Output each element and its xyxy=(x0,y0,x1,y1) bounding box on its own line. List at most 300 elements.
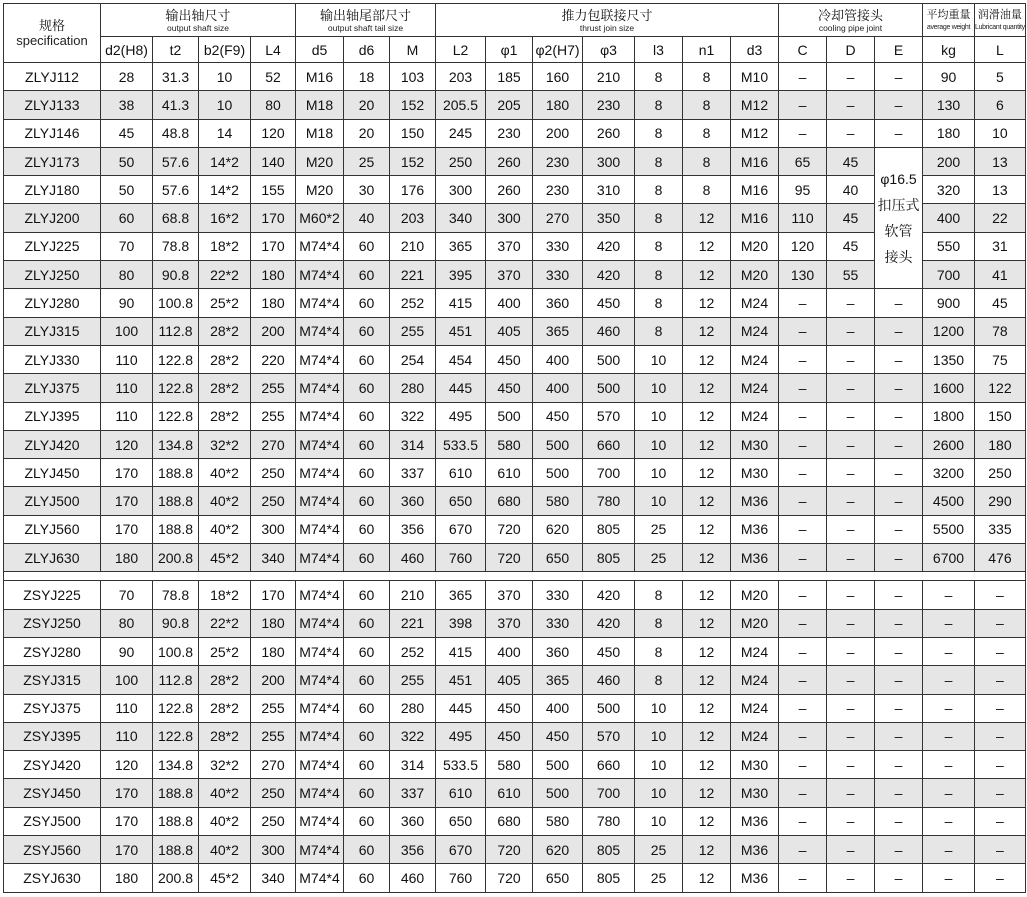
table-cell: 60 xyxy=(344,666,390,694)
table-cell: 203 xyxy=(390,204,436,232)
table-cell: 140 xyxy=(251,147,296,175)
table-cell: 12 xyxy=(683,666,731,694)
table-cell: 10 xyxy=(635,345,683,373)
column-header: d6 xyxy=(344,37,390,63)
table-cell: 180 xyxy=(251,637,296,665)
table-cell: M74*4 xyxy=(296,779,344,807)
table-cell: 6 xyxy=(975,91,1026,119)
table-cell: M74*4 xyxy=(296,807,344,835)
table-cell: 70 xyxy=(101,581,153,609)
table-cell: M20 xyxy=(731,232,779,260)
table-row xyxy=(4,459,1026,487)
table-cell: 300 xyxy=(486,204,533,232)
table-cell: M74*4 xyxy=(296,637,344,665)
table-cell: 130 xyxy=(923,91,975,119)
table-cell: 205.5 xyxy=(436,91,486,119)
spec-header-cell xyxy=(4,4,101,63)
table-cell: – xyxy=(975,637,1026,665)
table-cell: 95 xyxy=(779,176,827,204)
table-cell: M36 xyxy=(731,836,779,864)
table-cell: M30 xyxy=(731,459,779,487)
table-cell: 314 xyxy=(390,430,436,458)
table-cell: 100 xyxy=(101,666,153,694)
table-cell: – xyxy=(779,374,827,402)
table-cell: 650 xyxy=(436,807,486,835)
table-cell: – xyxy=(975,807,1026,835)
table-cell: 60 xyxy=(344,609,390,637)
table-cell: – xyxy=(779,317,827,345)
table-cell: – xyxy=(975,751,1026,779)
table-cell: 533.5 xyxy=(436,430,486,458)
table-cell: M24 xyxy=(731,289,779,317)
table-cell: 450 xyxy=(486,374,533,402)
table-cell: – xyxy=(779,63,827,91)
table-cell: 350 xyxy=(583,204,635,232)
table-cell: 50 xyxy=(101,147,153,175)
table-cell: 188.8 xyxy=(153,459,199,487)
table-row xyxy=(4,544,1026,572)
table-cell: 500 xyxy=(533,430,583,458)
table-row xyxy=(4,147,1026,175)
table-cell: 22 xyxy=(975,204,1026,232)
table-cell: 12 xyxy=(683,317,731,345)
table-cell: 255 xyxy=(390,317,436,345)
table-cell: – xyxy=(827,402,875,430)
table-row xyxy=(4,91,1026,119)
table-cell: 70 xyxy=(101,232,153,260)
table-cell: 170 xyxy=(101,779,153,807)
table-cell: 500 xyxy=(486,402,533,430)
table-cell: – xyxy=(975,722,1026,750)
table-cell: 188.8 xyxy=(153,515,199,543)
table-cell: – xyxy=(779,609,827,637)
zsyj-section xyxy=(4,581,1026,892)
table-row xyxy=(4,204,1026,232)
table-cell: 90 xyxy=(923,63,975,91)
table-cell: 28*2 xyxy=(199,317,251,345)
table-cell: 250 xyxy=(251,487,296,515)
table-cell: – xyxy=(827,289,875,317)
table-cell: 90.8 xyxy=(153,609,199,637)
table-cell: 420 xyxy=(583,609,635,637)
table-cell: 180 xyxy=(251,609,296,637)
table-cell: M36 xyxy=(731,864,779,892)
table-cell: 10 xyxy=(635,459,683,487)
table-cell: M74*4 xyxy=(296,317,344,345)
table-cell: 8 xyxy=(635,91,683,119)
table-cell: M20 xyxy=(731,609,779,637)
table-cell: 50 xyxy=(101,176,153,204)
table-cell: – xyxy=(827,836,875,864)
table-row xyxy=(4,63,1026,91)
table-cell: – xyxy=(779,515,827,543)
table-cell: – xyxy=(875,864,923,892)
table-cell: – xyxy=(975,779,1026,807)
table-cell: 110 xyxy=(101,402,153,430)
table-cell: – xyxy=(875,694,923,722)
table-cell: 25*2 xyxy=(199,289,251,317)
table-cell: 365 xyxy=(533,666,583,694)
table-cell: 12 xyxy=(683,261,731,289)
table-cell: 760 xyxy=(436,544,486,572)
table-cell: 4500 xyxy=(923,487,975,515)
table-cell: 495 xyxy=(436,722,486,750)
table-cell: 12 xyxy=(683,430,731,458)
table-cell: – xyxy=(923,722,975,750)
table-cell: 780 xyxy=(583,807,635,835)
table-cell: 200 xyxy=(923,147,975,175)
table-cell: 48.8 xyxy=(153,119,199,147)
table-cell: 40 xyxy=(827,176,875,204)
table-cell: 170 xyxy=(101,807,153,835)
table-cell: 255 xyxy=(390,666,436,694)
table-cell: 45 xyxy=(975,289,1026,317)
table-cell: – xyxy=(779,836,827,864)
table-cell: – xyxy=(875,515,923,543)
table-cell: – xyxy=(975,609,1026,637)
spec-header-en: specification xyxy=(16,32,88,48)
table-cell: – xyxy=(875,91,923,119)
table-row xyxy=(4,374,1026,402)
table-cell: 60 xyxy=(344,836,390,864)
table-cell: – xyxy=(875,289,923,317)
table-cell: 120 xyxy=(779,232,827,260)
table-cell: 12 xyxy=(683,581,731,609)
table-cell: – xyxy=(827,374,875,402)
table-cell: 300 xyxy=(436,176,486,204)
table-cell: 260 xyxy=(486,176,533,204)
table-cell: – xyxy=(827,430,875,458)
column-header: d5 xyxy=(296,37,344,63)
table-cell: 255 xyxy=(251,374,296,402)
model-cell: ZLYJ420 xyxy=(4,430,101,458)
header-column-row xyxy=(4,37,1026,63)
table-cell: 10 xyxy=(975,119,1026,147)
table-cell: 12 xyxy=(683,751,731,779)
table-cell: 370 xyxy=(486,609,533,637)
table-cell: – xyxy=(779,345,827,373)
table-cell: 200 xyxy=(251,666,296,694)
model-cell: ZLYJ375 xyxy=(4,374,101,402)
table-cell: 460 xyxy=(390,864,436,892)
table-cell: 120 xyxy=(101,751,153,779)
table-cell: 8 xyxy=(635,63,683,91)
table-cell: – xyxy=(875,119,923,147)
table-cell: M36 xyxy=(731,515,779,543)
table-cell: 330 xyxy=(533,232,583,260)
table-cell: 60 xyxy=(344,751,390,779)
table-cell: 337 xyxy=(390,779,436,807)
group-title-cn: 输出轴尺寸 xyxy=(165,7,231,23)
table-cell: 155 xyxy=(251,176,296,204)
table-cell: 200 xyxy=(251,317,296,345)
table-cell: 8 xyxy=(683,147,731,175)
table-cell: 20 xyxy=(344,91,390,119)
table-cell: 610 xyxy=(486,459,533,487)
table-cell: 185 xyxy=(486,63,533,91)
table-cell: 180 xyxy=(251,289,296,317)
table-cell: 28*2 xyxy=(199,666,251,694)
table-row xyxy=(4,637,1026,665)
table-cell: 6700 xyxy=(923,544,975,572)
table-cell: – xyxy=(779,119,827,147)
table-cell: – xyxy=(875,836,923,864)
table-cell: M60*2 xyxy=(296,204,344,232)
table-cell: 150 xyxy=(975,402,1026,430)
model-cell: ZLYJ315 xyxy=(4,317,101,345)
model-cell: ZSYJ315 xyxy=(4,666,101,694)
column-header: n1 xyxy=(683,37,731,63)
table-cell: 112.8 xyxy=(153,666,199,694)
table-cell: 32*2 xyxy=(199,430,251,458)
table-cell: 150 xyxy=(390,119,436,147)
table-cell: 176 xyxy=(390,176,436,204)
table-cell: 252 xyxy=(390,289,436,317)
table-cell: 180 xyxy=(975,430,1026,458)
table-cell: 60 xyxy=(344,345,390,373)
table-cell: – xyxy=(875,722,923,750)
table-cell: 10 xyxy=(635,374,683,402)
table-cell: – xyxy=(827,779,875,807)
table-cell: 10 xyxy=(635,779,683,807)
table-row xyxy=(4,722,1026,750)
table-cell: 650 xyxy=(436,487,486,515)
table-cell: 650 xyxy=(533,864,583,892)
table-cell: 300 xyxy=(251,836,296,864)
group-title-cn: 输出轴尾部尺寸 xyxy=(319,7,411,23)
group-title-en: Lubricant quantity xyxy=(975,24,1025,31)
table-cell: 245 xyxy=(436,119,486,147)
table-cell: – xyxy=(779,430,827,458)
table-cell: 8 xyxy=(635,147,683,175)
table-cell: M24 xyxy=(731,402,779,430)
table-cell: – xyxy=(827,694,875,722)
table-cell: 122.8 xyxy=(153,402,199,430)
table-cell: 370 xyxy=(486,581,533,609)
table-cell: 16*2 xyxy=(199,204,251,232)
table-cell: 720 xyxy=(486,836,533,864)
table-cell: 60 xyxy=(344,374,390,402)
table-cell: – xyxy=(923,779,975,807)
column-header: L4 xyxy=(251,37,296,63)
table-cell: M24 xyxy=(731,345,779,373)
model-cell: ZSYJ630 xyxy=(4,864,101,892)
table-cell: – xyxy=(923,609,975,637)
group-title-cn: 平均重量 xyxy=(926,9,971,21)
table-cell: 1350 xyxy=(923,345,975,373)
table-cell: 41 xyxy=(975,261,1026,289)
table-cell: 160 xyxy=(533,63,583,91)
table-cell: 12 xyxy=(683,289,731,317)
table-cell: 80 xyxy=(101,261,153,289)
table-cell: M74*4 xyxy=(296,459,344,487)
table-cell: 90 xyxy=(101,637,153,665)
table-row xyxy=(4,176,1026,204)
group-title-en: cooling pipe joint xyxy=(818,22,883,33)
table-cell: 152 xyxy=(390,147,436,175)
table-cell: 720 xyxy=(486,515,533,543)
table-cell: 415 xyxy=(436,637,486,665)
table-cell: M16 xyxy=(731,204,779,232)
table-cell: M20 xyxy=(731,261,779,289)
table-cell: 28*2 xyxy=(199,402,251,430)
table-cell: 450 xyxy=(533,402,583,430)
table-cell: 75 xyxy=(975,345,1026,373)
table-cell: 13 xyxy=(975,147,1026,175)
model-cell: ZSYJ225 xyxy=(4,581,101,609)
table-cell: – xyxy=(779,581,827,609)
table-cell: 230 xyxy=(533,176,583,204)
table-cell: 360 xyxy=(390,487,436,515)
table-cell: 28 xyxy=(101,63,153,91)
table-cell: 12 xyxy=(683,232,731,260)
table-cell: 450 xyxy=(583,637,635,665)
table-cell: 90.8 xyxy=(153,261,199,289)
table-cell: 25 xyxy=(344,147,390,175)
table-cell: 10 xyxy=(635,402,683,430)
table-cell: 550 xyxy=(923,232,975,260)
table-cell: 400 xyxy=(533,345,583,373)
table-cell: 14*2 xyxy=(199,176,251,204)
table-cell: 340 xyxy=(251,864,296,892)
table-cell: 700 xyxy=(583,779,635,807)
table-cell: – xyxy=(779,637,827,665)
table-cell: 110 xyxy=(779,204,827,232)
table-cell: 8 xyxy=(683,119,731,147)
table-cell: 170 xyxy=(101,487,153,515)
table-cell: 110 xyxy=(101,694,153,722)
table-cell: 25 xyxy=(635,864,683,892)
table-cell: 10 xyxy=(635,430,683,458)
table-cell: 580 xyxy=(486,751,533,779)
column-header: t2 xyxy=(153,37,199,63)
table-cell: 360 xyxy=(533,637,583,665)
table-cell: – xyxy=(923,864,975,892)
table-cell: – xyxy=(827,637,875,665)
table-cell: 3200 xyxy=(923,459,975,487)
table-cell: 450 xyxy=(533,722,583,750)
table-cell: 420 xyxy=(583,232,635,260)
table-cell: 330 xyxy=(533,609,583,637)
table-cell: 337 xyxy=(390,459,436,487)
table-cell: – xyxy=(779,402,827,430)
table-cell: – xyxy=(779,544,827,572)
group-title-en: average weight xyxy=(926,24,971,31)
table-cell: 900 xyxy=(923,289,975,317)
table-cell: 395 xyxy=(436,261,486,289)
table-cell: 170 xyxy=(251,581,296,609)
model-cell: ZLYJ500 xyxy=(4,487,101,515)
model-cell: ZSYJ500 xyxy=(4,807,101,835)
model-cell: ZLYJ133 xyxy=(4,91,101,119)
table-cell: 370 xyxy=(486,261,533,289)
table-cell: – xyxy=(827,544,875,572)
column-header: E xyxy=(875,37,923,63)
table-cell: 720 xyxy=(486,864,533,892)
column-header: b2(F9) xyxy=(199,37,251,63)
table-cell: 170 xyxy=(251,232,296,260)
table-cell: 220 xyxy=(251,345,296,373)
model-cell: ZSYJ375 xyxy=(4,694,101,722)
table-row xyxy=(4,694,1026,722)
spec-table xyxy=(3,3,1026,893)
model-cell: ZSYJ560 xyxy=(4,836,101,864)
cooling-note-cell: φ16.5 扣压式 软管 接头 xyxy=(875,147,923,288)
table-cell: – xyxy=(779,289,827,317)
table-cell: 230 xyxy=(486,119,533,147)
table-cell: – xyxy=(875,544,923,572)
table-cell: M74*4 xyxy=(296,430,344,458)
table-cell: 12 xyxy=(683,374,731,402)
table-cell: M74*4 xyxy=(296,487,344,515)
table-cell: 57.6 xyxy=(153,176,199,204)
model-cell: ZLYJ200 xyxy=(4,204,101,232)
table-cell: 580 xyxy=(486,430,533,458)
table-cell: – xyxy=(875,430,923,458)
table-cell: 22*2 xyxy=(199,609,251,637)
table-cell: 60 xyxy=(344,487,390,515)
table-cell: 103 xyxy=(390,63,436,91)
table-cell: – xyxy=(875,581,923,609)
table-cell: 8 xyxy=(683,63,731,91)
table-cell: 533.5 xyxy=(436,751,486,779)
table-cell: 180 xyxy=(533,91,583,119)
table-cell: – xyxy=(827,609,875,637)
column-header: kg xyxy=(923,37,975,63)
table-cell: – xyxy=(827,666,875,694)
table-cell: M74*4 xyxy=(296,515,344,543)
table-cell: 122 xyxy=(975,374,1026,402)
header-group-thrust-join xyxy=(436,4,779,37)
section-gap xyxy=(4,572,1026,581)
table-cell: 12 xyxy=(683,836,731,864)
table-cell: – xyxy=(975,666,1026,694)
table-cell: 5500 xyxy=(923,515,975,543)
table-cell: 18*2 xyxy=(199,232,251,260)
model-cell: ZLYJ395 xyxy=(4,402,101,430)
model-cell: ZLYJ146 xyxy=(4,119,101,147)
table-cell: 80 xyxy=(101,609,153,637)
table-cell: 12 xyxy=(683,637,731,665)
table-cell: – xyxy=(779,459,827,487)
table-cell: 700 xyxy=(923,261,975,289)
table-cell: 450 xyxy=(486,345,533,373)
table-cell: 322 xyxy=(390,402,436,430)
table-cell: 398 xyxy=(436,609,486,637)
table-cell: 28*2 xyxy=(199,374,251,402)
model-cell: ZLYJ112 xyxy=(4,63,101,91)
table-cell: – xyxy=(975,694,1026,722)
column-header: D xyxy=(827,37,875,63)
table-cell: 60 xyxy=(344,261,390,289)
table-cell: 122.8 xyxy=(153,345,199,373)
model-cell: ZLYJ250 xyxy=(4,261,101,289)
model-cell: ZLYJ280 xyxy=(4,289,101,317)
table-cell: 680 xyxy=(486,487,533,515)
table-cell: – xyxy=(827,581,875,609)
table-cell: 420 xyxy=(583,581,635,609)
table-cell: – xyxy=(827,345,875,373)
table-cell: 8 xyxy=(635,609,683,637)
table-cell: M36 xyxy=(731,487,779,515)
table-cell: 8 xyxy=(635,581,683,609)
table-cell: M74*4 xyxy=(296,609,344,637)
table-cell: 610 xyxy=(436,459,486,487)
table-cell: 41.3 xyxy=(153,91,199,119)
table-cell: 450 xyxy=(486,694,533,722)
table-cell: 460 xyxy=(583,317,635,345)
column-header: M xyxy=(390,37,436,63)
